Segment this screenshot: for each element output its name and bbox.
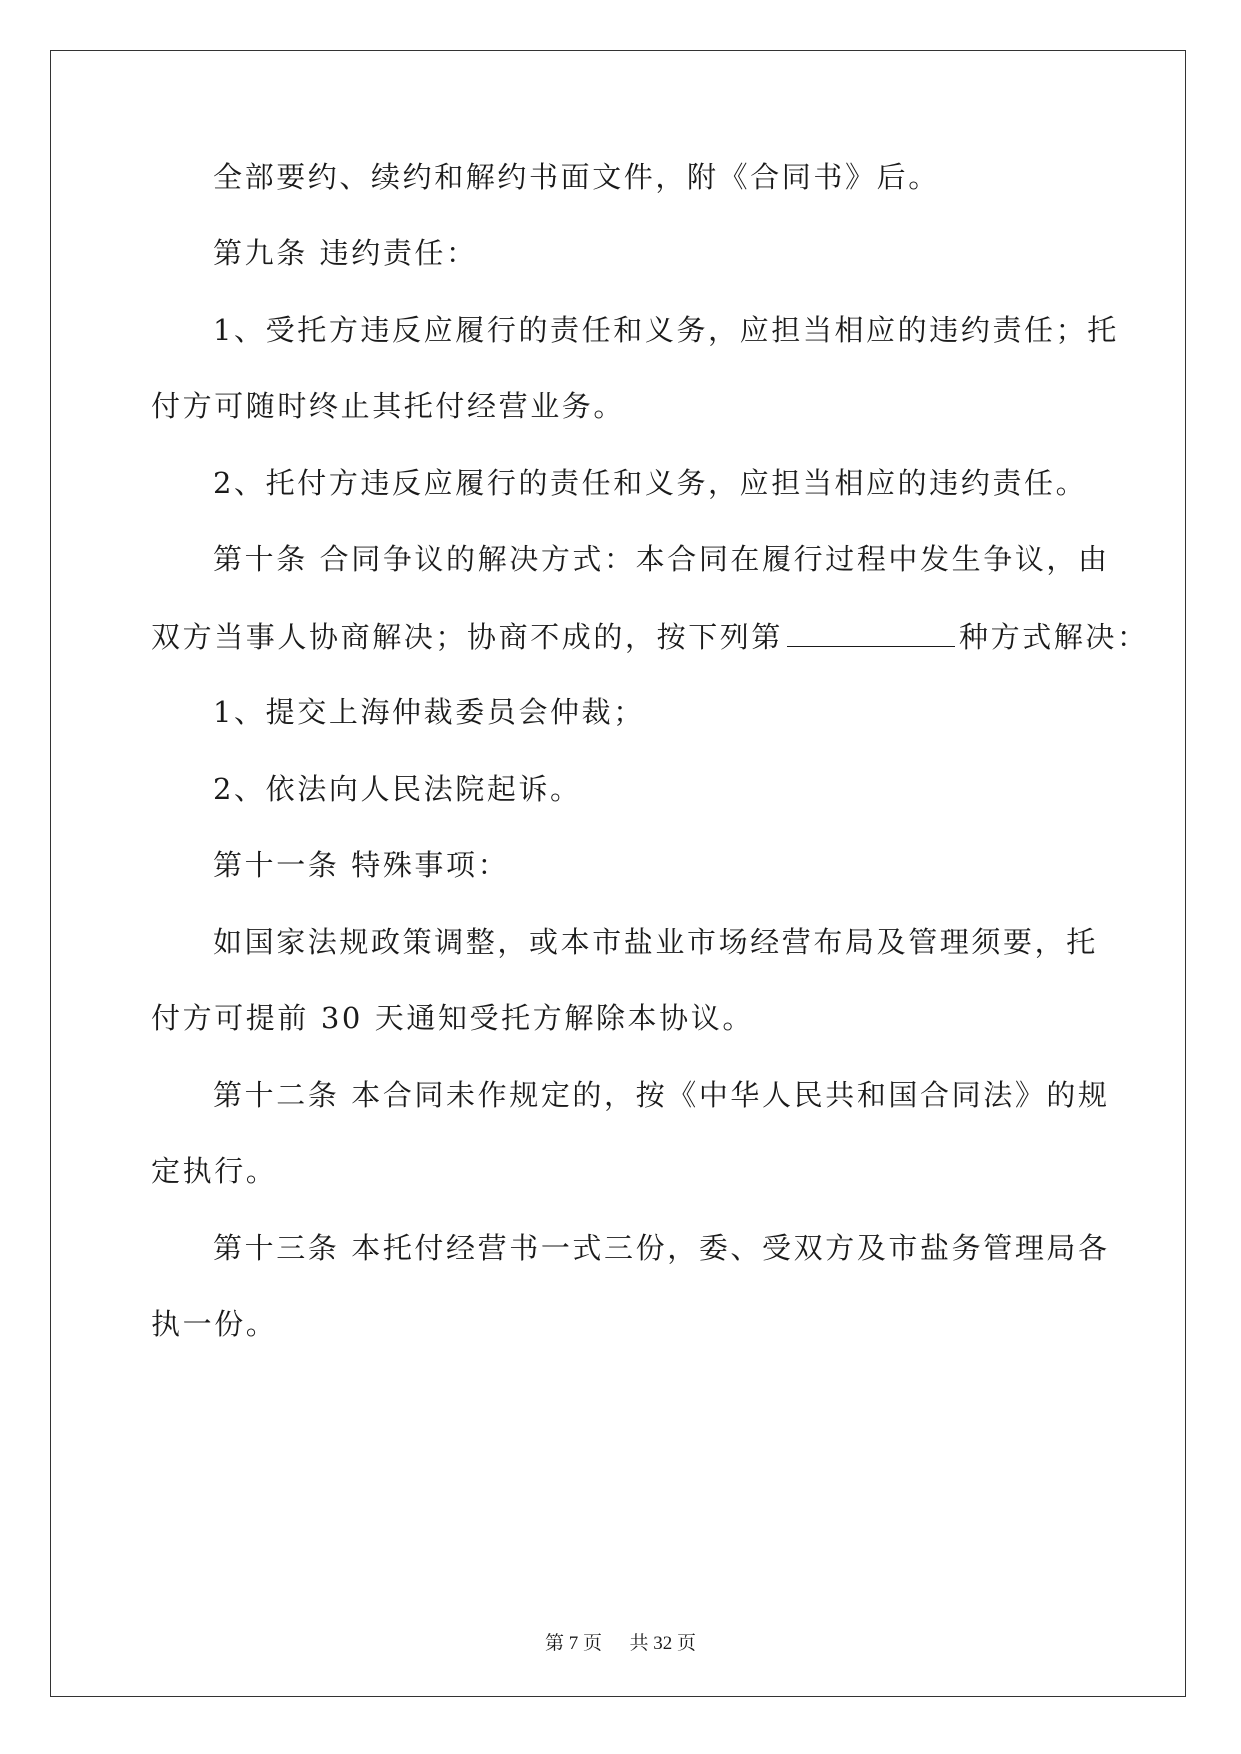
paragraph-line: 第十二条 本合同未作规定的，按《中华人民共和国合同法》的规 (213, 1078, 1110, 1112)
paragraph-line: 1、受托方违反应履行的责任和义务，应担当相应的违约责任；托 (213, 313, 1119, 347)
paragraph-line: 第十条 合同争议的解决方式：本合同在履行过程中发生争议，由 (213, 542, 1110, 576)
page-total: 共 32 页 (629, 1633, 697, 1654)
paragraph-line: 2、托付方违反应履行的责任和义务，应担当相应的违约责任。 (213, 466, 1088, 500)
paragraph-line: 第九条 违约责任： (213, 236, 478, 270)
paragraph-line: 付方可提前 30 天通知受托方解除本协议。 (151, 1001, 754, 1035)
paragraph-line: 第十三条 本托付经营书一式三份，委、受双方及市盐务管理局各 (213, 1231, 1110, 1265)
fill-in-blank (787, 614, 955, 647)
paragraph-segment: 种方式解决： (959, 620, 1149, 654)
paragraph-line: 执一份。 (151, 1307, 278, 1341)
page-footer (0, 1628, 1241, 1655)
paragraph-line: 第十一条 特殊事项： (213, 848, 510, 882)
page-number: 第 7 页 (544, 1633, 602, 1654)
paragraph-line: 如国家法规政策调整，或本市盐业市场经营布局及管理须要，托 (213, 925, 1098, 959)
paragraph-line: 付方可随时终止其托付经营业务。 (151, 389, 626, 423)
paragraph-line: 1、提交上海仲裁委员会仲裁； (213, 695, 645, 729)
paragraph-line: 全部要约、续约和解约书面文件，附《合同书》后。 (213, 160, 940, 194)
paragraph-line: 定执行。 (151, 1154, 278, 1188)
paragraph-line: 2、依法向人民法院起诉。 (213, 772, 582, 806)
paragraph-line-with-blank (151, 614, 1149, 658)
paragraph-segment: 双方当事人协商解决；协商不成的，按下列第 (151, 620, 784, 654)
